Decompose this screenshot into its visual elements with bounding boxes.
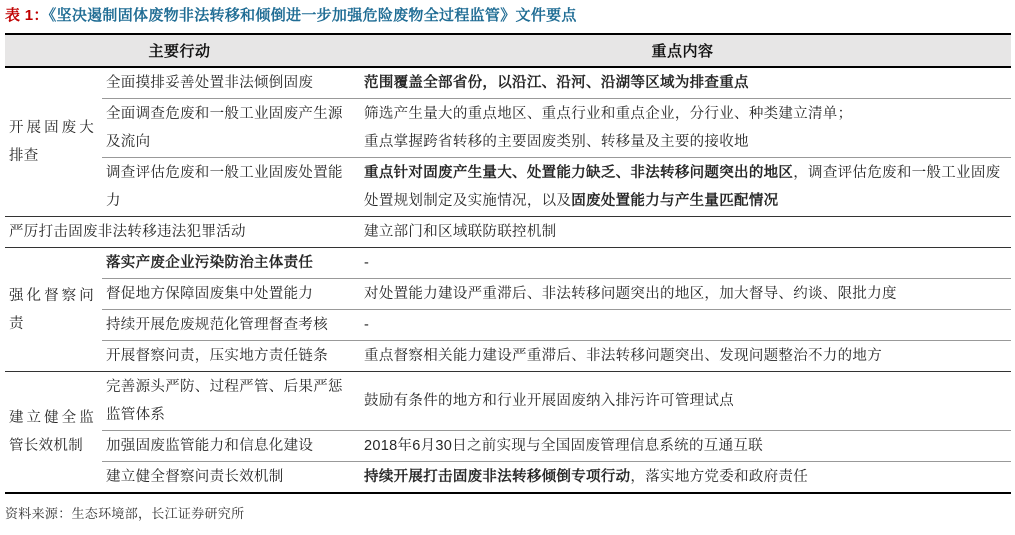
content-segment: 重点针对固废产生量大、处置能力缺乏、非法转移问题突出的地区 [364, 165, 794, 181]
action-cell: 全面调查危废和一般工业固废产生源及流向 [102, 99, 354, 158]
content-line: 筛选产生量大的重点地区、重点行业和重点企业，分行业、种类建立清单； [364, 106, 853, 122]
action-cell: 开展督察问责，压实地方责任链条 [102, 341, 354, 372]
table-row [5, 67, 1011, 99]
table-header [5, 34, 1011, 67]
table-number-label: 表 1： [5, 7, 49, 24]
table-row [5, 341, 1011, 372]
content-segment: ，落实地方党委和政府责任 [630, 469, 809, 485]
content-cell: 建立部门和区域联防联控机制 [354, 217, 1011, 248]
table-row [5, 99, 1011, 158]
action-cell: 调查评估危废和一般工业固废处置能力 [102, 158, 354, 217]
table-title-text: 《坚决遏制固体废物非法转移和倾倒进一步加强危险废物全过程监管》文件要点 [48, 7, 577, 24]
content-segment: 固废处置能力与产生量匹配情况 [571, 193, 779, 209]
action-cell: 加强固废监管能力和信息化建设 [102, 431, 354, 462]
table-row [5, 372, 1011, 431]
content-cell: 对处置能力建设严重滞后、非法转移问题突出的地区，加大督导、约谈、限批力度 [354, 279, 1011, 310]
group-label-cell: 严厉打击固废非法转移违法犯罪活动 [5, 217, 354, 248]
table-row [5, 310, 1011, 341]
content-cell: - [354, 310, 1011, 341]
table-title [5, 6, 1011, 26]
content-cell: 重点督察相关能力建设严重滞后、非法转移问题突出、发现问题整治不力的地方 [354, 341, 1011, 372]
content-line: 重点掌握跨省转移的主要固废类别、转移量及主要的接收地 [364, 134, 749, 150]
content-cell [354, 462, 1011, 494]
group-label-cell: 开展固废大排查 [9, 120, 94, 164]
content-cell [354, 99, 1011, 158]
table-row [5, 217, 1011, 248]
group-label-cell: 强化督察问责 [5, 248, 102, 372]
action-cell: 建立健全督察问责长效机制 [102, 462, 354, 494]
content-cell: 范围覆盖全部省份，以沿江、沿河、沿湖等区域为排查重点 [364, 75, 749, 91]
content-segment: ，调查评估危废和一般工业固废处置规划制定及实施情况，以及 [364, 165, 1001, 209]
action-cell: 落实产废企业污染防治主体责任 [102, 248, 354, 279]
group-label-cell: 建立健全监管长效机制 [5, 372, 102, 494]
content-cell: - [354, 248, 1011, 279]
content-cell: 鼓励有条件的地方和行业开展固废纳入排污许可管理试点 [354, 372, 1011, 431]
content-segment: 持续开展打击固废非法转移倾倒专项行动 [364, 469, 631, 485]
action-cell: 督促地方保障固废集中处置能力 [102, 279, 354, 310]
table-row [5, 279, 1011, 310]
column-header-actions: 主要行动 [5, 34, 354, 67]
content-cell: 2018年6月30日之前实现与全国固废管理信息系统的互通互联 [354, 431, 1011, 462]
table-row [5, 248, 1011, 279]
table-row [5, 462, 1011, 494]
table-row [5, 158, 1011, 217]
content-cell [354, 158, 1011, 217]
action-cell: 完善源头严防、过程严管、后果严惩监管体系 [102, 372, 354, 431]
column-header-content: 重点内容 [354, 34, 1011, 67]
action-cell: 持续开展危废规范化管理督查考核 [102, 310, 354, 341]
table-row [5, 431, 1011, 462]
source-note: 资料来源：生态环境部，长江证券研究所 [5, 506, 245, 521]
key-points-table [5, 33, 1011, 494]
action-cell: 全面摸排妥善处置非法倾倒固废 [106, 75, 314, 91]
